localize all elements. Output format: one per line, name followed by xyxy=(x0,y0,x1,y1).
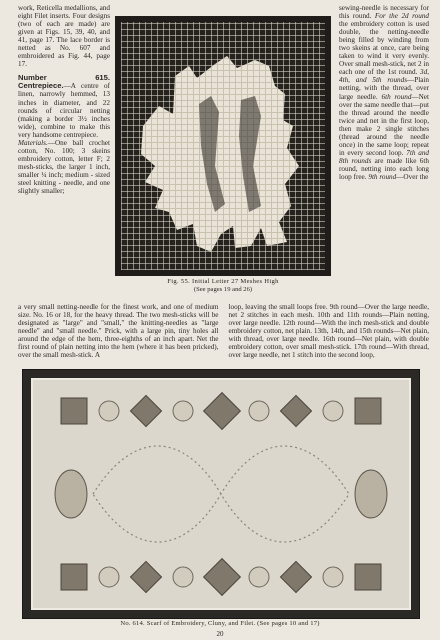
scarf-ornament-illustration xyxy=(23,370,419,618)
page-number: 20 xyxy=(216,630,224,638)
right-text-f: —Over the xyxy=(396,172,429,181)
round-2-label: For the 2d round xyxy=(374,12,430,21)
right-text-column xyxy=(339,4,429,181)
centrepiece-paragraph xyxy=(18,74,110,138)
materials-label: Materials. xyxy=(18,138,48,147)
round-6-label: 6th round xyxy=(381,92,412,101)
figure-55-initial-letter xyxy=(115,16,331,276)
right-text-b: the embroidery cotton is used double, the netting-needle being filled by winding from two skeins at once, care being taken to wind it very evenly. Over small mesh-stick, net 2 in each one of the 1st round. xyxy=(339,20,429,77)
rounds-3-5-label: 3d, 4th, and 5th rounds xyxy=(339,68,429,85)
right-text-d: —Net over the same needle that—put the thread around the needle twice and net in the first loop, then make 2 single stitches (thread around the needle once) in the same loop; repeat in every second loop. xyxy=(339,92,429,157)
figure-55-caption-reference: (See pages 19 and 26) xyxy=(193,285,253,293)
centrepiece-text: —A centre of linen, narrowly hemmed, 13 inches in diameter, and 22 rounds of circular netting (making a border 3½ inches wide), combine to make this very handsome centrepiece. xyxy=(18,82,110,139)
round-9-label: 9th round xyxy=(368,172,397,181)
rounds-7-8-label: 7th and 8th rounds xyxy=(339,148,430,165)
figure-614-caption: No. 614. Scarf of Embroidery, Cluny, and Filet. (See pages 10 and 17) xyxy=(120,620,320,627)
figure-55-caption-title: Fig. 55. Initial Letter 27 Meshes High xyxy=(167,278,279,285)
right-text-a: sewing-needle is necessary for this round. xyxy=(339,4,429,21)
right-text-e: are made like 6th round, netting into each long loop free. xyxy=(339,156,429,181)
materials-text: —One ball crochet cotton, No. 100; 3 skeins embroidery cotton, letter F; 2 mesh-sticks, the larger 1 inch, smaller ¼ inch; medium - sized steel knitting - needle, and one slightly smaller; xyxy=(18,138,110,196)
right-column-text xyxy=(339,4,429,181)
materials-paragraph xyxy=(18,139,110,195)
centrepiece-heading: Number 615. Centrepiece. xyxy=(18,73,110,91)
middle-text-band xyxy=(18,303,429,359)
middle-left-text: a very small netting-needle for the finest work, and one of medium size. No. 16 or 18, for the heavy thread. The two mesh-sticks will be designated as "large" and "small," the knitting-needles as "large needle" and "small needle." Prick, with a large pin, tiny holes all around the edge of the hem, three-eighths of an inch apart. Net the first round of plain netting into the hem (where it has been pricked), over the small mesh-stick. A xyxy=(18,303,219,360)
left-text-column xyxy=(18,4,110,195)
filet-letter-m-illustration xyxy=(115,16,331,276)
figure-614-scarf xyxy=(22,369,420,619)
middle-right-text: loop, leaving the small loops free. 9th round—Over the large needle, net 2 stitches in each mesh. 10th and 11th rounds—Plain netting, over large needle. 12th round—With the inch mesh-stick and double embroidery cotton, net plain. 13th, 14th, and 15th rounds—Net plain, with thread, over large needle. 16th round—Net plain, with double embroidery cotton, over small mesh-stick. 17th round—With thread, over large needle, net 1 stitch into the second loop, xyxy=(228,303,429,360)
figure-55-caption xyxy=(115,278,331,294)
right-text-c: —Plain netting, with the thread, over large needle. xyxy=(339,76,429,101)
left-intro-text: work, Reticella medallions, and eight Filet inserts. Four designs (two of each are made) are given at Figs. 15, 39, 40, and 41, page 17. The lace border is netted as No. 607 and embroidered as Fig. 44, page 17. xyxy=(18,4,110,69)
